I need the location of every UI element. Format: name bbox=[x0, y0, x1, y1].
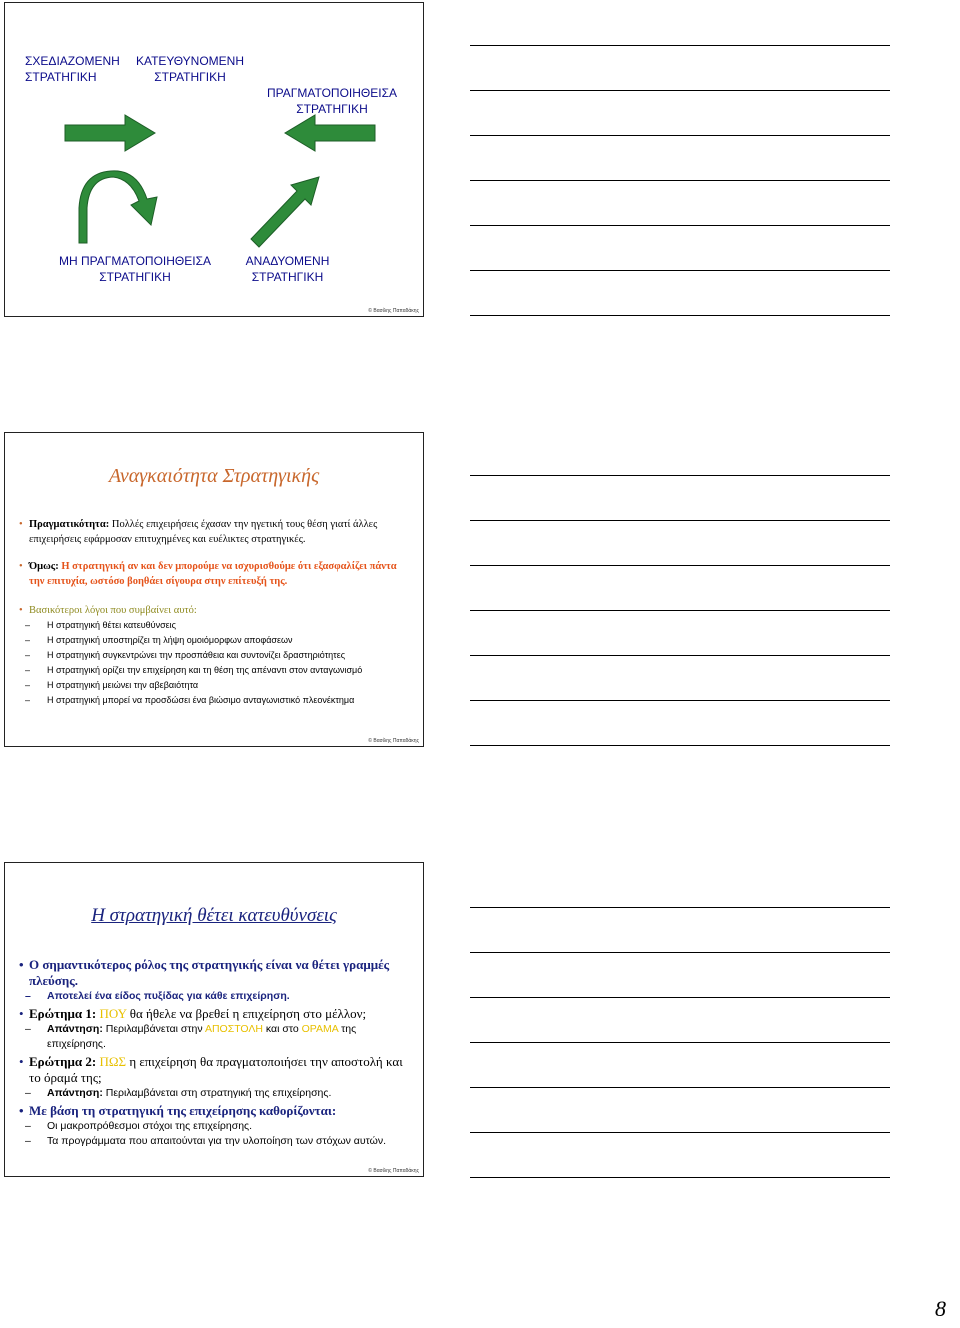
answer-text: Περιλαμβάνεται στη στρατηγική της επιχείρησης. bbox=[102, 1087, 332, 1099]
answer-label: Απάντηση: bbox=[47, 1087, 103, 1099]
straight-arrow-icon bbox=[65, 115, 155, 151]
slide-2 bbox=[4, 432, 424, 747]
sub-compass: – Αποτελεί ένα είδος πυξίδας για κάθε επιχείρηση. bbox=[19, 989, 413, 1004]
answer-label: Απάντηση: bbox=[47, 1023, 103, 1035]
reason-item: – Η στρατηγική θέτει κατευθύνσεις bbox=[19, 618, 413, 633]
curved-arrow-icon bbox=[79, 171, 157, 243]
emergent-line2: ΣΤΡΑΤΗΓΙΚΗ bbox=[251, 270, 324, 284]
question-label: Ερώτημα 2: bbox=[29, 1054, 97, 1069]
bullet-label: Όμως: bbox=[29, 561, 59, 572]
determined-item: – Τα προγράμματα που απαιτούνται για την υλοποίηση των στόχων αυτών. bbox=[19, 1134, 413, 1149]
emergent-strategy-label bbox=[230, 253, 345, 285]
slide-title: Η στρατηγική θέτει κατευθύνσεις bbox=[91, 905, 337, 926]
bullet-text: Η στρατηγική αν και δεν μπορούμε να ισχυρισθούμε ότι εξασφαλίζει πάντα την επιτυχία, ωστόσο βοηθάει σίγουρα στην επίτευξή της. bbox=[29, 561, 397, 587]
bullet-reality bbox=[19, 517, 413, 547]
determined-item: – Οι μακροπρόθεσμοι στόχοι της επιχείρησης. bbox=[19, 1119, 413, 1134]
intended-line1: ΚΑΤΕΥΘΥΝΟΜΕΝΗ bbox=[135, 54, 245, 68]
deliberate-line2: ΣΤΡΑΤΗΓΙΚΗ bbox=[25, 70, 97, 84]
bullet-determined: • Με βάση τη στρατηγική της επιχείρησης καθορίζονται: bbox=[19, 1103, 413, 1119]
page-number: 8 bbox=[935, 1296, 946, 1321]
reason-item: – Η στρατηγική υποστηρίζει τη λήψη ομοιόμορφων αποφάσεων bbox=[19, 633, 413, 648]
bullet-reasons bbox=[19, 603, 413, 618]
reason-item: – Η στρατηγική μπορεί να προσδώσει ένα βιώσιμο ανταγωνιστικό πλεονέκτημα bbox=[19, 693, 413, 708]
bullet-question-2 bbox=[19, 1054, 413, 1086]
question-text: η επιχείρηση θα πραγματοποιήσει την αποστολή και το όραμά της; bbox=[29, 1054, 403, 1085]
slide-body bbox=[19, 517, 413, 708]
straight-arrow-reverse-icon bbox=[285, 115, 375, 151]
reason-item: – Η στρατηγική συγκεντρώνει την προσπάθεια και συντονίζει δραστηριότητες bbox=[19, 648, 413, 663]
bullet-text: Πολλές επιχειρήσεις έχασαν την ηγετική τους θέση γιατί άλλες επιχειρήσεις εφάρμοσαν επιτυχημένες και ευέλικτες στρατηγικές. bbox=[29, 519, 378, 545]
question-label: Ερώτημα 1: bbox=[29, 1006, 97, 1021]
answer-text: της επιχείρησης. bbox=[47, 1023, 357, 1050]
bullet-however bbox=[19, 559, 413, 589]
unrealized-line2: ΣΤΡΑΤΗΓΙΚΗ bbox=[99, 270, 171, 284]
deliberate-strategy-label bbox=[25, 53, 120, 85]
answer-1 bbox=[19, 1022, 413, 1052]
answer-keyword: ΟΡΑΜΑ bbox=[301, 1023, 339, 1035]
copyright-note: © Βασίλης Παπαδάκης bbox=[368, 1168, 419, 1174]
bullet-question-1 bbox=[19, 1006, 413, 1022]
question-text: θα ήθελε να βρεθεί η επιχείρηση στο μέλλον; bbox=[126, 1006, 367, 1021]
emergent-line1: ΑΝΑΔΥΟΜΕΝΗ bbox=[245, 254, 330, 268]
question-keyword: ΠΟΥ bbox=[99, 1006, 127, 1021]
realized-line2: ΣΤΡΑΤΗΓΙΚΗ bbox=[296, 102, 368, 116]
slide-title: Αναγκαιότητα Στρατηγικής bbox=[108, 465, 320, 487]
answer-text: Περιλαμβάνεται στην bbox=[102, 1023, 205, 1035]
slide-body bbox=[19, 957, 413, 1149]
bullet-label: Βασικότεροι λόγοι που συμβαίνει αυτό: bbox=[29, 605, 197, 616]
question-keyword: ΠΩΣ bbox=[99, 1054, 127, 1069]
diagonal-arrow-icon bbox=[251, 177, 319, 247]
unrealized-strategy-label bbox=[50, 253, 220, 285]
copyright-note: © Βασίλης Παπαδάκης bbox=[368, 308, 419, 314]
realized-line1: ΠΡΑΓΜΑΤΟΠΟΙΗΘΕΙΣΑ bbox=[266, 86, 398, 100]
answer-2 bbox=[19, 1086, 413, 1101]
reason-item: – Η στρατηγική μειώνει την αβεβαιότητα bbox=[19, 678, 413, 693]
bullet-role: • Ο σημαντικότερος ρόλος της στρατηγικής είναι να θέτει γραμμές πλεύσης. bbox=[19, 957, 413, 989]
reason-item: – Η στρατηγική ορίζει την επιχείρηση και τη θέση της απέναντι στον ανταγωνισμό bbox=[19, 663, 413, 678]
intended-line2: ΣΤΡΑΤΗΓΙΚΗ bbox=[154, 70, 226, 84]
slide-1 bbox=[4, 2, 424, 317]
copyright-note: © Βασίλης Παπαδάκης bbox=[368, 738, 419, 744]
answer-keyword: ΑΠΟΣΤΟΛΗ bbox=[204, 1023, 263, 1035]
bullet-label: Πραγματικότητα: bbox=[29, 519, 110, 530]
intended-strategy-label bbox=[130, 54, 250, 85]
unrealized-line1: ΜΗ ΠΡΑΓΜΑΤΟΠΟΙΗΘΕΙΣΑ bbox=[58, 254, 212, 268]
answer-text: και στο bbox=[263, 1023, 302, 1035]
slide-3 bbox=[4, 862, 424, 1177]
deliberate-line1: ΣΧΕΔΙΑΖΟΜΕΝΗ bbox=[25, 54, 120, 68]
